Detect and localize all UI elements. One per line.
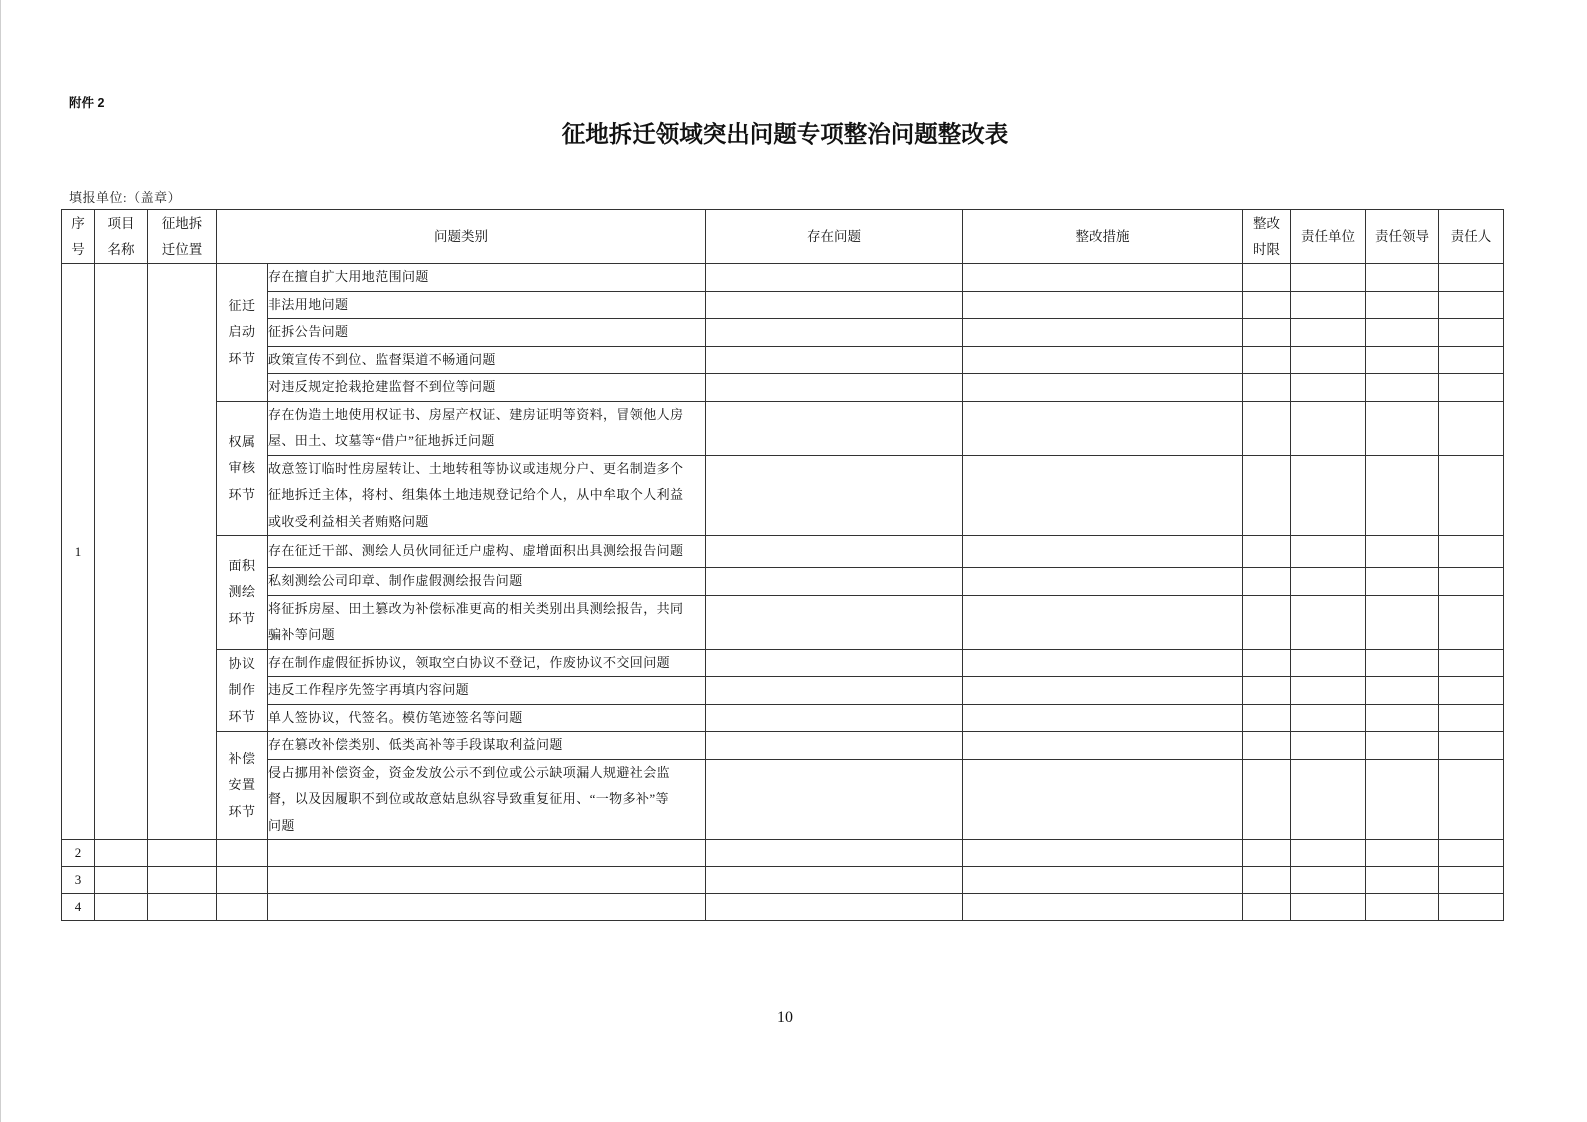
deadline-cell bbox=[1243, 401, 1291, 455]
table-row bbox=[62, 291, 1504, 319]
measures-cell bbox=[963, 704, 1243, 732]
existing-problem-cell bbox=[706, 291, 963, 319]
responsible-unit-cell bbox=[1291, 649, 1366, 677]
existing-problem-cell bbox=[706, 595, 963, 649]
existing-problem-cell bbox=[706, 840, 963, 867]
deadline-cell bbox=[1243, 894, 1291, 921]
existing-problem-cell bbox=[706, 536, 963, 568]
responsible-unit-cell bbox=[1291, 291, 1366, 319]
deadline-cell bbox=[1243, 319, 1291, 347]
responsible-leader-cell bbox=[1366, 319, 1439, 347]
issue-cell: 存在制作虚假征拆协议，领取空白协议不登记，作废协议不交回问题 bbox=[268, 649, 706, 677]
existing-problem-cell bbox=[706, 264, 963, 292]
measures-cell bbox=[963, 649, 1243, 677]
responsible-leader-cell bbox=[1366, 455, 1439, 536]
measures-cell bbox=[963, 759, 1243, 840]
table-row bbox=[62, 595, 1504, 649]
header-project-name: 项目 名称 bbox=[95, 210, 148, 264]
stage-label-area-survey: 面积 测绘 环节 bbox=[217, 536, 268, 650]
existing-problem-cell bbox=[706, 649, 963, 677]
table-row bbox=[62, 455, 1504, 536]
responsible-leader-cell bbox=[1366, 346, 1439, 374]
responsible-person-cell bbox=[1439, 867, 1504, 894]
table-row bbox=[62, 536, 1504, 568]
responsible-unit-cell bbox=[1291, 536, 1366, 568]
issue-cell: 存在擅自扩大用地范围问题 bbox=[268, 264, 706, 292]
table-row bbox=[62, 840, 1504, 867]
issue-cell: 将征拆房屋、田土篡改为补偿标准更高的相关类别出具测绘报告，共同 骗补等问题 bbox=[268, 595, 706, 649]
table-row bbox=[62, 732, 1504, 760]
filler-unit-label: 填报单位:（盖章） bbox=[69, 190, 182, 205]
issue-cell: 单人签协议，代签名。模仿笔迹签名等问题 bbox=[268, 704, 706, 732]
header-responsible-person: 责任人 bbox=[1439, 210, 1504, 264]
stage-cell bbox=[217, 840, 268, 867]
table-row bbox=[62, 649, 1504, 677]
measures-cell bbox=[963, 346, 1243, 374]
table-row bbox=[62, 346, 1504, 374]
responsible-leader-cell bbox=[1366, 291, 1439, 319]
responsible-person-cell bbox=[1439, 894, 1504, 921]
header-responsible-leader: 责任领导 bbox=[1366, 210, 1439, 264]
measures-cell bbox=[963, 732, 1243, 760]
measures-cell bbox=[963, 374, 1243, 402]
responsible-leader-cell bbox=[1366, 894, 1439, 921]
stage-label-compensation: 补偿 安置 环节 bbox=[217, 732, 268, 840]
header-category: 问题类别 bbox=[217, 210, 706, 264]
header-seq: 序 号 bbox=[62, 210, 95, 264]
measures-cell bbox=[963, 455, 1243, 536]
issue-cell: 故意签订临时性房屋转让、土地转租等协议或违规分户、更名制造多个 征地拆迁主体，将村、组集体土地违规登记给个人，从中牟取个人利益 或收受利益相关者贿赂问题 bbox=[268, 455, 706, 536]
measures-cell bbox=[963, 568, 1243, 596]
responsible-unit-cell bbox=[1291, 840, 1366, 867]
attachment-label: 附件 2 bbox=[69, 96, 105, 110]
project-name-cell bbox=[95, 894, 148, 921]
seq-cell: 2 bbox=[62, 840, 95, 867]
location-cell bbox=[148, 264, 217, 840]
responsible-unit-cell bbox=[1291, 264, 1366, 292]
existing-problem-cell bbox=[706, 704, 963, 732]
responsible-unit-cell bbox=[1291, 346, 1366, 374]
issue-cell bbox=[268, 867, 706, 894]
issue-cell: 违反工作程序先签字再填内容问题 bbox=[268, 677, 706, 705]
responsible-unit-cell bbox=[1291, 568, 1366, 596]
responsible-person-cell bbox=[1439, 319, 1504, 347]
table-row bbox=[62, 568, 1504, 596]
responsible-person-cell bbox=[1439, 291, 1504, 319]
stage-cell bbox=[217, 894, 268, 921]
responsible-unit-cell bbox=[1291, 677, 1366, 705]
responsible-leader-cell bbox=[1366, 732, 1439, 760]
table-row bbox=[62, 677, 1504, 705]
issue-cell: 对违反规定抢栽抢建监督不到位等问题 bbox=[268, 374, 706, 402]
existing-problem-cell bbox=[706, 867, 963, 894]
header-location: 征地拆 迁位置 bbox=[148, 210, 217, 264]
page-number: 10 bbox=[777, 1009, 793, 1026]
issue-cell: 私刻测绘公司印章、制作虚假测绘报告问题 bbox=[268, 568, 706, 596]
responsible-person-cell bbox=[1439, 732, 1504, 760]
measures-cell bbox=[963, 677, 1243, 705]
location-cell bbox=[148, 894, 217, 921]
header-existing-problem: 存在问题 bbox=[706, 210, 963, 264]
document-title: 征地拆迁领域突出问题专项整治问题整改表 bbox=[561, 122, 1009, 148]
header-row bbox=[62, 210, 1504, 264]
issue-cell bbox=[268, 840, 706, 867]
seq-cell: 3 bbox=[62, 867, 95, 894]
responsible-person-cell bbox=[1439, 677, 1504, 705]
rectification-table bbox=[61, 209, 1504, 921]
responsible-person-cell bbox=[1439, 649, 1504, 677]
table-row bbox=[62, 319, 1504, 347]
responsible-unit-cell bbox=[1291, 732, 1366, 760]
deadline-cell bbox=[1243, 840, 1291, 867]
responsible-unit-cell bbox=[1291, 319, 1366, 347]
seq-cell: 4 bbox=[62, 894, 95, 921]
responsible-unit-cell bbox=[1291, 867, 1366, 894]
responsible-unit-cell bbox=[1291, 374, 1366, 402]
header-responsible-unit: 责任单位 bbox=[1291, 210, 1366, 264]
deadline-cell bbox=[1243, 374, 1291, 402]
responsible-leader-cell bbox=[1366, 374, 1439, 402]
deadline-cell bbox=[1243, 759, 1291, 840]
measures-cell bbox=[963, 595, 1243, 649]
responsible-leader-cell bbox=[1366, 264, 1439, 292]
responsible-leader-cell bbox=[1366, 677, 1439, 705]
measures-cell bbox=[963, 401, 1243, 455]
responsible-person-cell bbox=[1439, 840, 1504, 867]
responsible-leader-cell bbox=[1366, 867, 1439, 894]
table-row bbox=[62, 401, 1504, 455]
responsible-person-cell bbox=[1439, 704, 1504, 732]
measures-cell bbox=[963, 291, 1243, 319]
table-row bbox=[62, 759, 1504, 840]
table-row bbox=[62, 867, 1504, 894]
issue-cell: 存在征迁干部、测绘人员伙同征迁户虚构、虚增面积出具测绘报告问题 bbox=[268, 536, 706, 568]
issue-cell: 存在伪造土地使用权证书、房屋产权证、建房证明等资料，冒领他人房 屋、田土、坟墓等“借户”征地拆迁问题 bbox=[268, 401, 706, 455]
existing-problem-cell bbox=[706, 677, 963, 705]
measures-cell bbox=[963, 264, 1243, 292]
responsible-unit-cell bbox=[1291, 704, 1366, 732]
table-row bbox=[62, 894, 1504, 921]
issue-cell: 政策宣传不到位、监督渠道不畅通问题 bbox=[268, 346, 706, 374]
responsible-leader-cell bbox=[1366, 649, 1439, 677]
existing-problem-cell bbox=[706, 759, 963, 840]
responsible-unit-cell bbox=[1291, 401, 1366, 455]
existing-problem-cell bbox=[706, 374, 963, 402]
stage-label-ownership-review: 权属 审核 环节 bbox=[217, 401, 268, 536]
header-deadline: 整改 时限 bbox=[1243, 210, 1291, 264]
existing-problem-cell bbox=[706, 568, 963, 596]
responsible-leader-cell bbox=[1366, 536, 1439, 568]
existing-problem-cell bbox=[706, 319, 963, 347]
measures-cell bbox=[963, 319, 1243, 347]
responsible-person-cell bbox=[1439, 264, 1504, 292]
deadline-cell bbox=[1243, 649, 1291, 677]
responsible-unit-cell bbox=[1291, 595, 1366, 649]
responsible-unit-cell bbox=[1291, 759, 1366, 840]
deadline-cell bbox=[1243, 867, 1291, 894]
table-row bbox=[62, 704, 1504, 732]
table-row bbox=[62, 264, 1504, 292]
issue-cell: 征拆公告问题 bbox=[268, 319, 706, 347]
responsible-leader-cell bbox=[1366, 568, 1439, 596]
deadline-cell bbox=[1243, 455, 1291, 536]
location-cell bbox=[148, 867, 217, 894]
existing-problem-cell bbox=[706, 894, 963, 921]
deadline-cell bbox=[1243, 732, 1291, 760]
existing-problem-cell bbox=[706, 401, 963, 455]
measures-cell bbox=[963, 867, 1243, 894]
responsible-leader-cell bbox=[1366, 704, 1439, 732]
responsible-leader-cell bbox=[1366, 759, 1439, 840]
responsible-person-cell bbox=[1439, 346, 1504, 374]
project-name-cell bbox=[95, 264, 148, 840]
responsible-person-cell bbox=[1439, 759, 1504, 840]
table-row bbox=[62, 374, 1504, 402]
measures-cell bbox=[963, 894, 1243, 921]
measures-cell bbox=[963, 536, 1243, 568]
project-name-cell bbox=[95, 840, 148, 867]
issue-cell: 非法用地问题 bbox=[268, 291, 706, 319]
responsible-person-cell bbox=[1439, 536, 1504, 568]
issue-cell: 存在篡改补偿类别、低类高补等手段谋取利益问题 bbox=[268, 732, 706, 760]
existing-problem-cell bbox=[706, 346, 963, 374]
responsible-unit-cell bbox=[1291, 894, 1366, 921]
existing-problem-cell bbox=[706, 732, 963, 760]
responsible-leader-cell bbox=[1366, 401, 1439, 455]
location-cell bbox=[148, 840, 217, 867]
deadline-cell bbox=[1243, 291, 1291, 319]
existing-problem-cell bbox=[706, 455, 963, 536]
measures-cell bbox=[963, 840, 1243, 867]
deadline-cell bbox=[1243, 346, 1291, 374]
responsible-leader-cell bbox=[1366, 840, 1439, 867]
responsible-person-cell bbox=[1439, 595, 1504, 649]
deadline-cell bbox=[1243, 536, 1291, 568]
stage-cell bbox=[217, 867, 268, 894]
deadline-cell bbox=[1243, 677, 1291, 705]
issue-cell bbox=[268, 894, 706, 921]
responsible-unit-cell bbox=[1291, 455, 1366, 536]
header-rectification-measures: 整改措施 bbox=[963, 210, 1243, 264]
stage-label-initiation: 征迁 启动 环节 bbox=[217, 264, 268, 402]
responsible-person-cell bbox=[1439, 401, 1504, 455]
deadline-cell bbox=[1243, 704, 1291, 732]
issue-cell: 侵占挪用补偿资金，资金发放公示不到位或公示缺项漏人规避社会监 督，以及因履职不到位或故意姑息纵容导致重复征用、“一物多补”等 问题 bbox=[268, 759, 706, 840]
stage-label-agreement: 协议 制作 环节 bbox=[217, 649, 268, 732]
project-name-cell bbox=[95, 867, 148, 894]
responsible-person-cell bbox=[1439, 374, 1504, 402]
seq-cell: 1 bbox=[62, 264, 95, 840]
responsible-person-cell bbox=[1439, 568, 1504, 596]
deadline-cell bbox=[1243, 595, 1291, 649]
deadline-cell bbox=[1243, 264, 1291, 292]
responsible-person-cell bbox=[1439, 455, 1504, 536]
deadline-cell bbox=[1243, 568, 1291, 596]
responsible-leader-cell bbox=[1366, 595, 1439, 649]
